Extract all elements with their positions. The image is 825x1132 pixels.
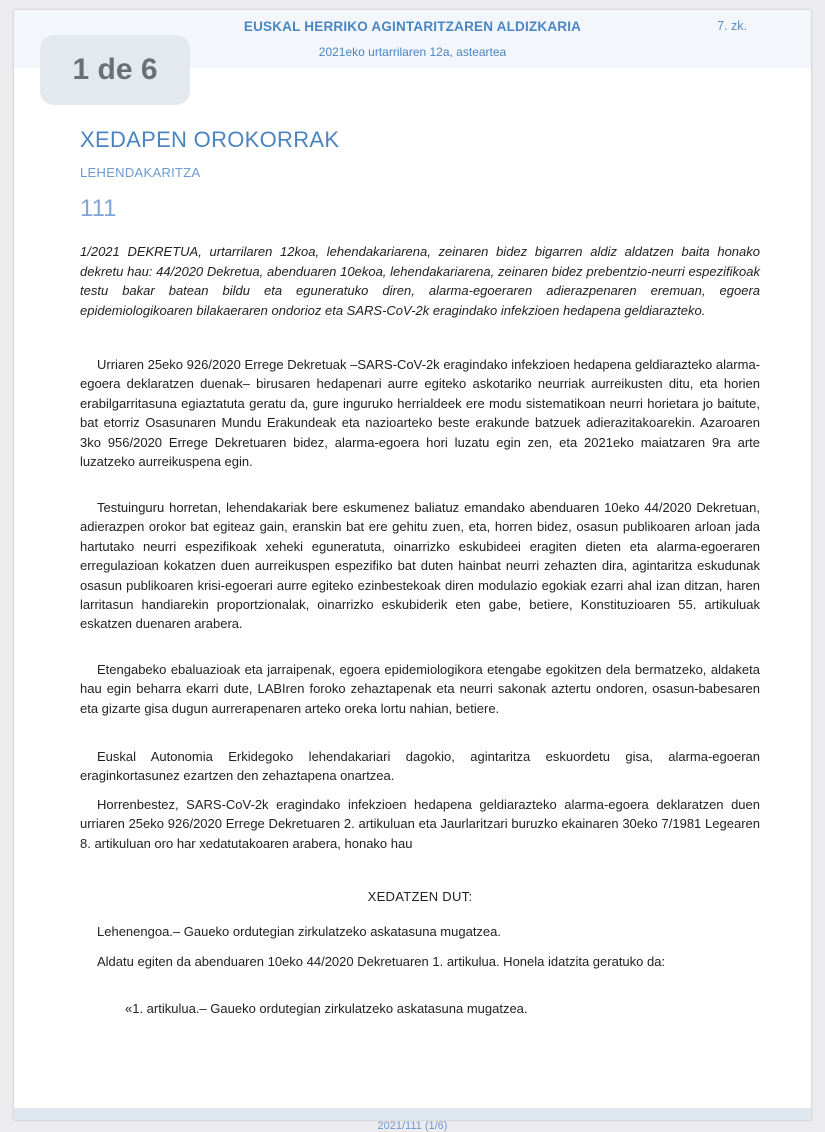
body-paragraph: Etengabeko ebaluazioak eta jarraipenak, egoera epidemiologikora etengabe egokitzen dela bermatzeko, aldaketa hau egin beharra ekarri dute, LABIren foroko zehaztapenak eta neurri sakonak aztertu ondoren, osasun-babesaren eta gizarte gisa dugun aurrerapenaren arteko oreka lortu nahian, betiere. (80, 662, 760, 716)
footer-code: 2021/111 (1/6) (377, 1120, 448, 1132)
issue-number: 7. zk. (717, 19, 747, 33)
amendment-intro: Aldatu egiten da abenduaren 10eko 44/2020 Dekretuaren 1. artikulua. Honela idatzita geratuko da: (97, 954, 666, 969)
article-quote: «1. artikulua.– Gaueko ordutegian zirkulatzeko askatasuna mugatzea. (125, 1001, 528, 1016)
page-indicator: 1 de 6 (40, 35, 190, 105)
document-number: 111 (80, 195, 117, 222)
section-subtitle: LEHENDAKARITZA (80, 165, 201, 180)
section-title: XEDAPEN OROKORRAK (80, 127, 340, 152)
footer-band (14, 1108, 811, 1120)
publication-date: 2021eko urtarrilaren 12a, asteartea (318, 45, 507, 59)
decree-heading: XEDATZEN DUT: (367, 889, 473, 904)
body-paragraph: Testuinguru horretan, lehendakariak bere eskumenez baliatuz emandako abenduaren 10eko 44/2020 Dekretuan, adierazpen orokor bat egiteaz gain, eranskin bat ere gehitu zuen, eta, horren bidez, osasun publikoaren arloan jada hartutako neurri espezifikoak xeheki eguneratuta, oinarrizko eskubideei eragiten dieten eta alarma-egoeraren erregulazioan kokatzen duen aurreikuspen espezifiko bat duten hainbat neurri zehazten dira, agintaritza eskudunak osasun publikoaren krisi-egoerari aurre egiteko ezinbestekoak diren modulazio egokiak ezarri ahal izan ditzan, haren larritasun handiarekin proportzionalak, oinarrizko eskubiderik eten gabe, betiere, Konstituzioaren 55. artikuluak eskatzen duenaren arabera. (80, 500, 760, 632)
body-paragraph: Horrenbestez, SARS-CoV-2k eragindako infekzioen hedapena geldiarazteko alarma-egoera deklaratzen duen urriaren 25eko 926/2020 Errege Dekretuaren 2. artikuluan eta Jaurlaritzari buruzko ekainaren 30eko 7/1981 Legearen 8. artikuluan oro har xedatutakoaren arabera, honako hau (80, 797, 760, 851)
document-page (14, 10, 811, 1132)
first-provision: Lehenengoa.– Gaueko ordutegian zirkulatzeko askatasuna mugatzea. (97, 924, 502, 939)
body-paragraph: Urriaren 25eko 926/2020 Errege Dekretuak –SARS-CoV-2k eragindako infekzioen hedapena geldiarazteko alarma-egoera deklaratzen duenak– birusaren hedapenari aurre egiteko askotariko neurriak aurreikusten ditu, eta horien erabilgarritasuna egiaztatuta geratu da, gure inguruko herrialdeek ere modu sistematikoan neurri horietara jo baitute, bat etorriz Osasunaren Mundu Erakundeak eta nazioarteko beste erakunde batzuek adierazitakoarekin. Azaroaren 3ko 956/2020 Errege Dekretuaren bidez, alarma-egoera hori luzatu egin zen, eta 2021eko maiatzaren 9ra arte luzatzeko aurreikuspena egin. (80, 357, 760, 470)
bulletin-title: EUSKAL HERRIKO AGINTARITZAREN ALDIZKARIA (243, 19, 582, 34)
body-paragraph: Euskal Autonomia Erkidegoko lehendakariari dagokio, agintaritza eskuordetu gisa, alarma-egoeran eraginkortasunez ezartzen den zehaztapena onartzea. (80, 749, 760, 784)
decree-title: 1/2021 DEKRETUA, urtarrilaren 12koa, lehendakariarena, zeinaren bidez bigarren aldiz aldatzen baita honako dekretu hau: 44/2020 Dekretua, abenduaren 10ekoa, lehendakariarena, zeinaren bidez prebentzio-neurri espezifikoak testu bakar batean bildu eta eguneratuko diren, alarma-egoeraren adierazpenaren eremuan, egoera epidemiologikoaren bilakaeraren ondorioz eta SARS-CoV-2k eragindako infekzioen hedapena geldiarazteko. (80, 244, 760, 318)
